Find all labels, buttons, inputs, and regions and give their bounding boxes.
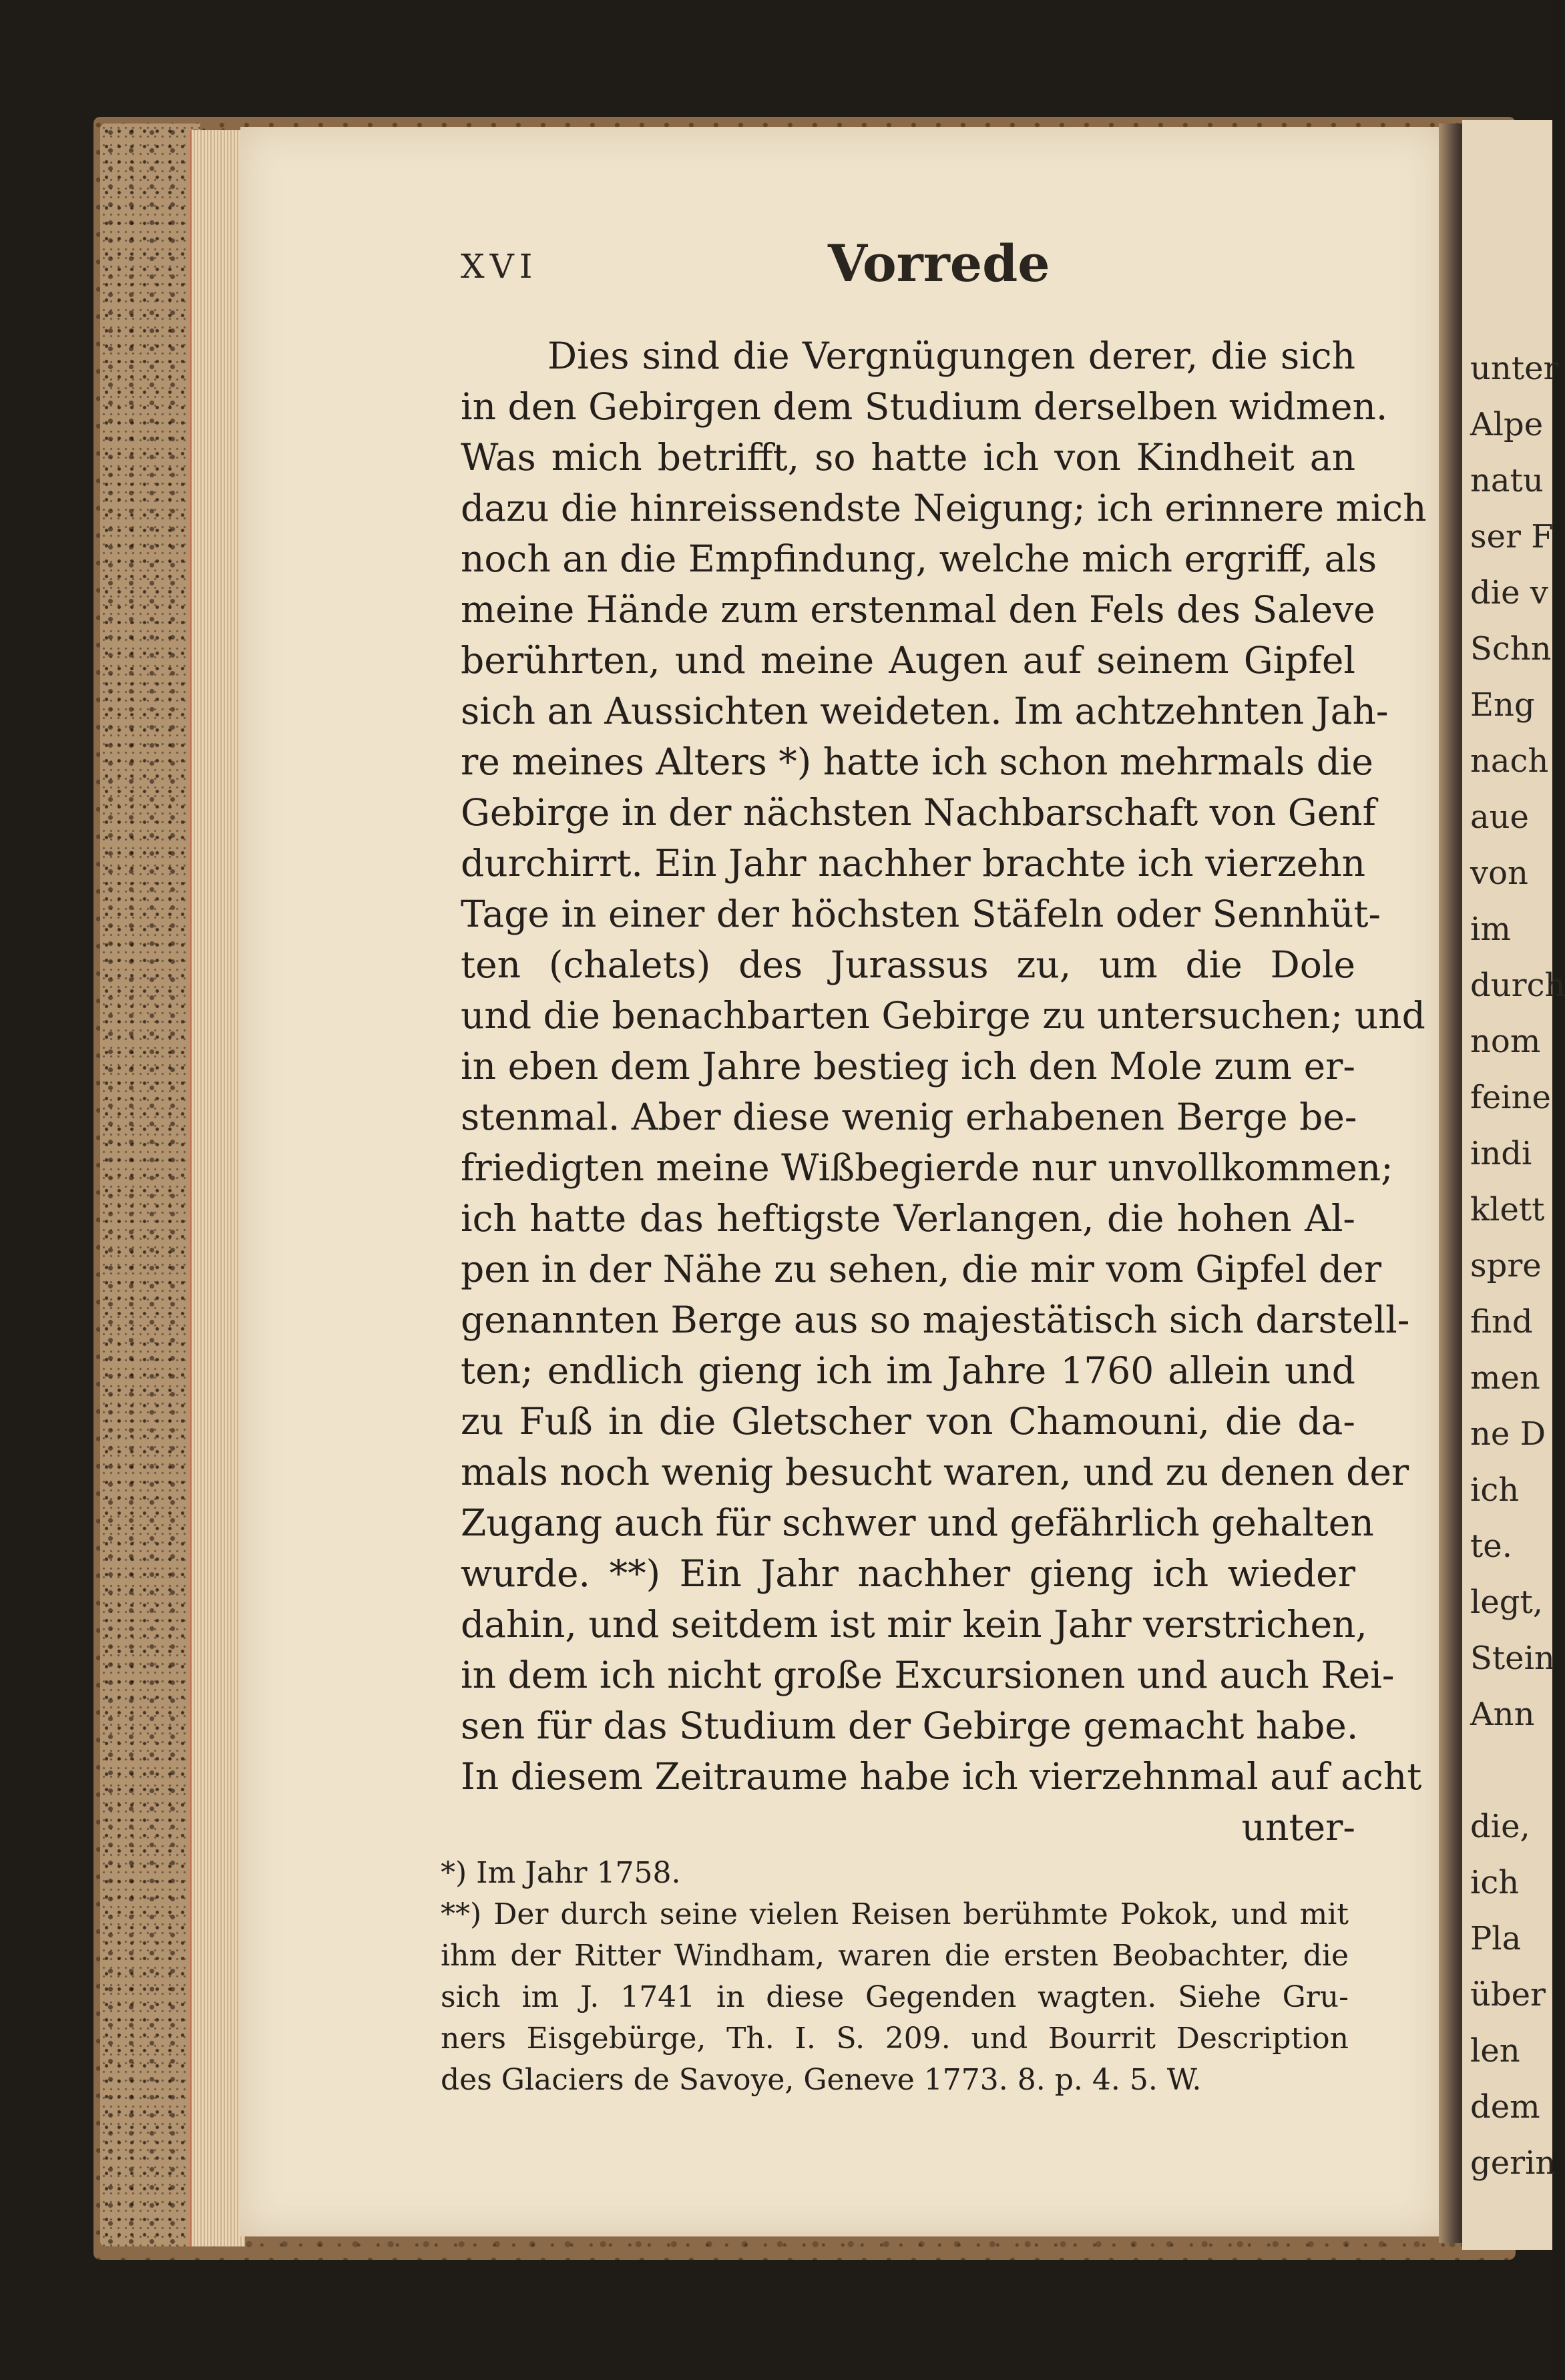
- facing-page-line: ich: [1470, 1864, 1520, 1901]
- text-line: sich an Aussichten weideten. Im achtzehnten Jah-: [461, 690, 1389, 732]
- text-line: durchirrt. Ein Jahr nachher brachte ich vierzehn: [461, 842, 1366, 885]
- facing-page-line: ne D: [1470, 1415, 1546, 1453]
- text-line: Dies sind die Vergnügungen derer, die sich: [547, 334, 1355, 377]
- facing-page-line: aue: [1470, 798, 1529, 836]
- footnote-line: sich im J. 1741 in diese Gegenden wagten. Siehe Gru-: [441, 1980, 1349, 2014]
- facing-page-line: die v: [1470, 574, 1548, 612]
- text-line: dahin, und seitdem ist mir kein Jahr verstrichen,: [461, 1603, 1367, 1646]
- text-line: dazu die hinreissendste Neigung; ich erinnere mich: [461, 487, 1427, 529]
- facing-page-line: nach: [1470, 742, 1549, 780]
- text-line: in dem ich nicht große Excursionen und auch Rei-: [461, 1654, 1395, 1696]
- footnotes: [441, 1853, 1349, 2101]
- text-line: ten (chalets) des Jurassus zu, um die Dole: [461, 943, 1355, 986]
- text-line: berührten, und meine Augen auf seinem Gipfel: [461, 639, 1355, 682]
- facing-page-line: Eng: [1470, 686, 1535, 724]
- text-line: ich hatte das heftigste Verlangen, die hohen Al-: [461, 1197, 1355, 1240]
- footnote-line: des Glaciers de Savoye, Geneve 1773. 8. p. 4. 5. W.: [441, 2063, 1202, 2097]
- catchword: unter-: [1241, 1806, 1355, 1849]
- text-line: Gebirge in der nächsten Nachbarschaft von Genf: [461, 791, 1377, 834]
- facing-page-line: über: [1470, 1976, 1546, 2013]
- text-line: friedigten meine Wißbegierde nur unvollkommen;: [461, 1146, 1393, 1189]
- facing-page-line: natu: [1470, 462, 1544, 499]
- facing-page-line: men: [1470, 1359, 1540, 1397]
- text-line: stenmal. Aber diese wenig erhabenen Berge be-: [461, 1096, 1357, 1138]
- text-line: in den Gebirgen dem Studium derselben widmen.: [461, 385, 1388, 428]
- text-line: und die benachbarten Gebirge zu untersuchen; und: [461, 994, 1425, 1037]
- text-line: pen in der Nähe zu sehen, die mir vom Gipfel der: [461, 1248, 1382, 1290]
- facing-page-line: feine: [1470, 1079, 1551, 1116]
- facing-page: [1462, 120, 1565, 2250]
- page-gutter: [1439, 124, 1466, 2243]
- facing-page-line: dem: [1470, 2088, 1540, 2126]
- facing-page-line: durch: [1470, 967, 1565, 1004]
- text-line: wurde. **) Ein Jahr nachher gieng ich wieder: [461, 1552, 1355, 1595]
- facing-page-text: [1470, 340, 1564, 2191]
- facing-page-line: indi: [1470, 1135, 1532, 1172]
- facing-page-line: len: [1470, 2032, 1520, 2070]
- text-line: meine Hände zum erstenmal den Fels des Saleve: [461, 588, 1375, 631]
- text-line: re meines Alters *) hatte ich schon mehrmals die: [461, 740, 1373, 783]
- facing-page-line: im: [1470, 911, 1511, 948]
- facing-page-line: ser F: [1470, 518, 1554, 555]
- facing-page-line: find: [1470, 1303, 1533, 1341]
- footnote-line: **) Der durch seine vielen Reisen berühmte Pokok, und mit: [441, 1897, 1349, 1931]
- page-edges: [190, 130, 245, 2246]
- facing-page-line: die,: [1470, 1808, 1530, 1845]
- text-line: zu Fuß in die Gletscher von Chamouni, die da-: [461, 1400, 1355, 1443]
- footnote-line: ners Eisgebürge, Th. I. S. 209. und Bourrit Description: [441, 2021, 1349, 2056]
- facing-page-line: gerin: [1470, 2144, 1556, 2182]
- facing-page-line: von: [1470, 855, 1528, 892]
- text-line: mals noch wenig besucht waren, und zu denen der: [461, 1451, 1409, 1493]
- text-line: Was mich betrifft, so hatte ich von Kindheit an: [461, 436, 1355, 479]
- page-title: Vorrede: [828, 234, 1050, 293]
- footnote-line: ihm der Ritter Windham, waren die ersten Beobachter, die: [441, 1939, 1349, 1973]
- facing-page-line: Stein: [1470, 1640, 1555, 1677]
- body-text: [461, 330, 1427, 1853]
- facing-page-line: Schn: [1470, 630, 1552, 668]
- facing-page-line: Pla: [1470, 1920, 1522, 1957]
- text-line: In diesem Zeitraume habe ich vierzehnmal auf acht: [461, 1755, 1422, 1798]
- facing-page-line: ich: [1470, 1471, 1520, 1509]
- facing-page-line: te.: [1470, 1527, 1512, 1565]
- marbled-endpaper: [100, 124, 200, 2246]
- text-line: ten; endlich gieng ich im Jahre 1760 allein und: [461, 1349, 1355, 1392]
- facing-page-line: Ann: [1470, 1696, 1535, 1733]
- facing-page-line: unter: [1470, 350, 1559, 387]
- running-head: [461, 234, 1369, 300]
- facing-page-line: [1470, 1742, 1564, 1799]
- page-number: XVI: [461, 247, 538, 286]
- facing-page-line: legt,: [1470, 1584, 1544, 1621]
- text-line: in eben dem Jahre bestieg ich den Mole zum er-: [461, 1045, 1355, 1088]
- text-line: genannten Berge aus so majestätisch sich darstell-: [461, 1298, 1410, 1341]
- footnote-line: *) Im Jahr 1758.: [441, 1856, 681, 1890]
- facing-page-line: Alpe: [1470, 406, 1544, 443]
- text-line: Tage in einer der höchsten Stäfeln oder Sennhüt-: [461, 893, 1381, 935]
- facing-page-line: nom: [1470, 1023, 1541, 1060]
- text-line: Zugang auch für schwer und gefährlich gehalten: [461, 1501, 1374, 1544]
- facing-page-line: klett: [1470, 1191, 1545, 1228]
- facing-page-line: spre: [1470, 1247, 1542, 1284]
- text-line: noch an die Empfindung, welche mich ergriff, als: [461, 537, 1377, 580]
- text-line: sen für das Studium der Gebirge gemacht habe.: [461, 1704, 1359, 1747]
